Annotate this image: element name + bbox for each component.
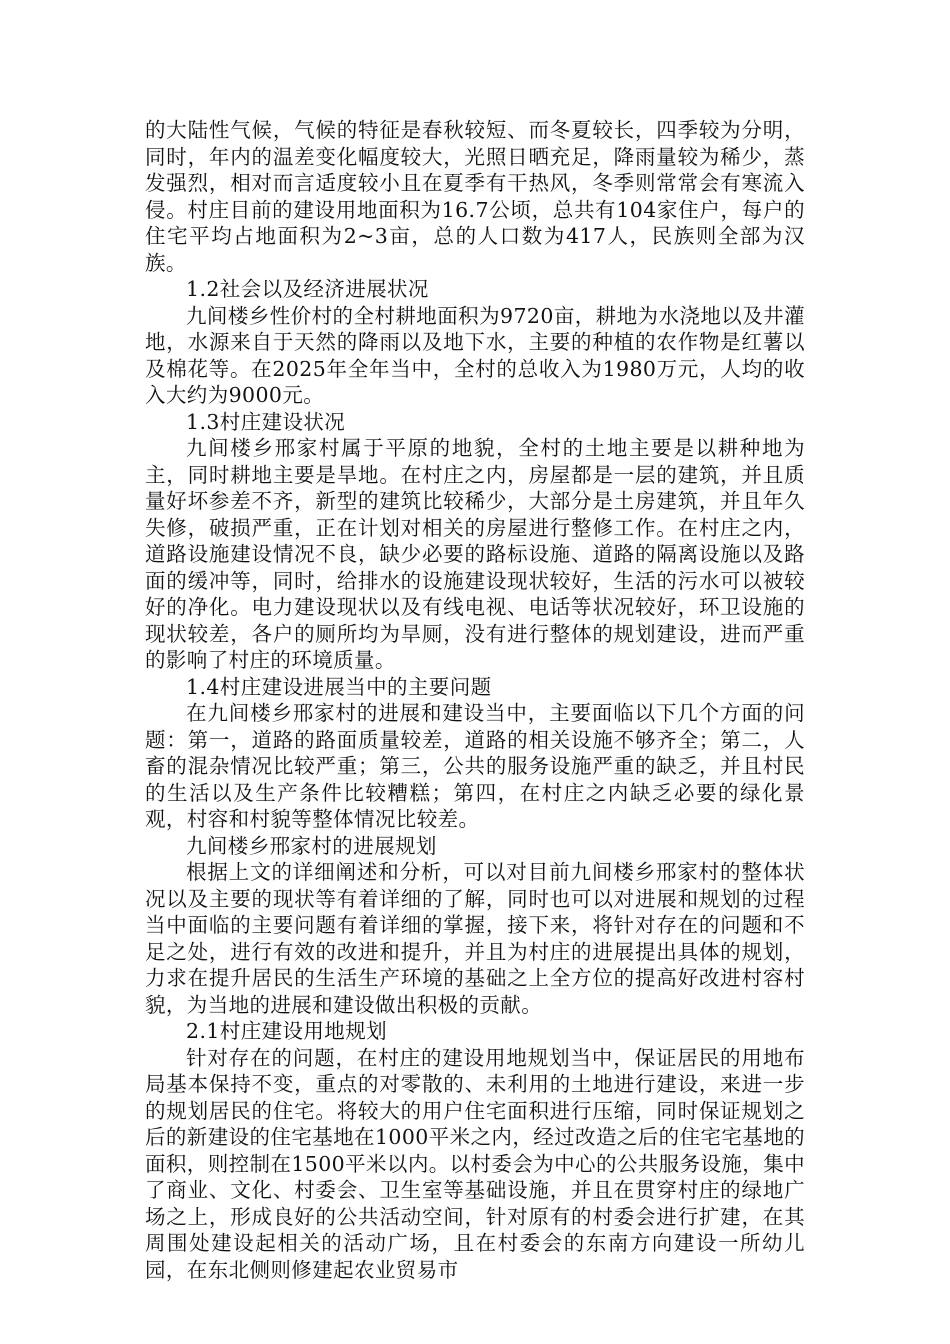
section-heading: 1.4村庄建设进展当中的主要问题 [186,674,492,699]
section-heading: 九间楼乡邢家村的进展规划 [186,833,437,858]
section-heading: 1.3村庄建设状况 [186,409,346,434]
section-heading: 2.1村庄建设用地规划 [186,1019,388,1043]
body-paragraph: 的大陆性气候，气候的特征是春秋较短、而冬夏较长，四季较为分明，同时，年内的温差变化幅度较大，光照日晒充足，降雨量较为稀少，蒸发强烈，相对而言适度较小且在夏季有干热风，冬季则常常会有寒流入侵。村庄目前的建设用地面积为16.7公顷，总共有104家住户，每户的住宅平均占地面积为2~3亩，总的人口数为417人，民族则全部为汉族。 [145,118,805,275]
body-paragraph: 九间楼乡性价村的全村耕地面积为9720亩，耕地为水浇地以及井灌地，水源来自于天然的降雨以及地下水，主要的种植的农作物是红薯以及棉花等。在2025年全年当中，全村的总收入为1980万元，人均的收入大约为9000元。 [145,303,805,407]
body-paragraph: 根据上文的详细阐述和分析，可以对目前九间楼乡邢家村的整体状况以及主要的现状等有着详细的了解，同时也可以对进展和规划的过程当中面临的主要问题有着详细的掌握，接下来，将针对存在的问题和不足之处，进行有效的改进和提升，并且为村庄的进展提出具体的规划，力求在提升居民的生活生产环境的基础之上全方位的提高好改进村容村貌，为当地的进展和建设做出积极的贡献。 [145,860,805,1017]
body-paragraph: 在九间楼乡邢家村的进展和建设当中，主要面临以下几个方面的问题：第一，道路的路面质量较差，道路的相关设施不够齐全；第二，人畜的混杂情况比较严重；第三，公共的服务设施严重的缺乏，并且村民的生活以及生产条件比较糟糕；第四，在村庄之内缺乏必要的绿化景观，村容和村貌等整体情况比较差。 [145,701,805,831]
section-heading: 1.2社会以及经济进展状况 [186,277,429,301]
document-page [145,117,805,1283]
body-paragraph: 九间楼乡邢家村属于平原的地貌，全村的土地主要是以耕种地为主，同时耕地主要是旱地。在村庄之内，房屋都是一层的建筑，并且质量好坏参差不齐，新型的建筑比较稀少，大部分是土房建筑，并且年久失修，破损严重，正在计划对相关的房屋进行整修工作。在村庄之内，道路设施建设情况不良，缺少必要的路标设施、道路的隔离设施以及路面的缓冲等，同时，给排水的设施建设现状较好，生活的污水可以被较好的净化。电力建设现状以及有线电视、电话等状况较好，环卫设施的现状较差，各户的厕所均为旱厕，没有进行整体的规划建设，进而严重的影响了村庄的环境质量。 [145,436,805,672]
body-paragraph: 针对存在的问题，在村庄的建设用地规划当中，保证居民的用地布局基本保持不变，重点的对零散的、未利用的土地进行建设，来进一步的规划居民的住宅。将较大的用户住宅面积进行压缩，同时保证规划之后的新建设的住宅基地在1000平米之内，经过改造之后的住宅宅基地的面积，则控制在1500平米以内。以村委会为中心的公共服务设施，集中了商业、文化、村委会、卫生室等基础设施，并且在贯穿村庄的绿地广场之上，形成良好的公共活动空间，针对原有的村委会进行扩建，在其周围处建设起相关的活动广场，且在村委会的东南方向建设一所幼儿园，在东北侧则修建起农业贸易市 [145,1045,805,1282]
